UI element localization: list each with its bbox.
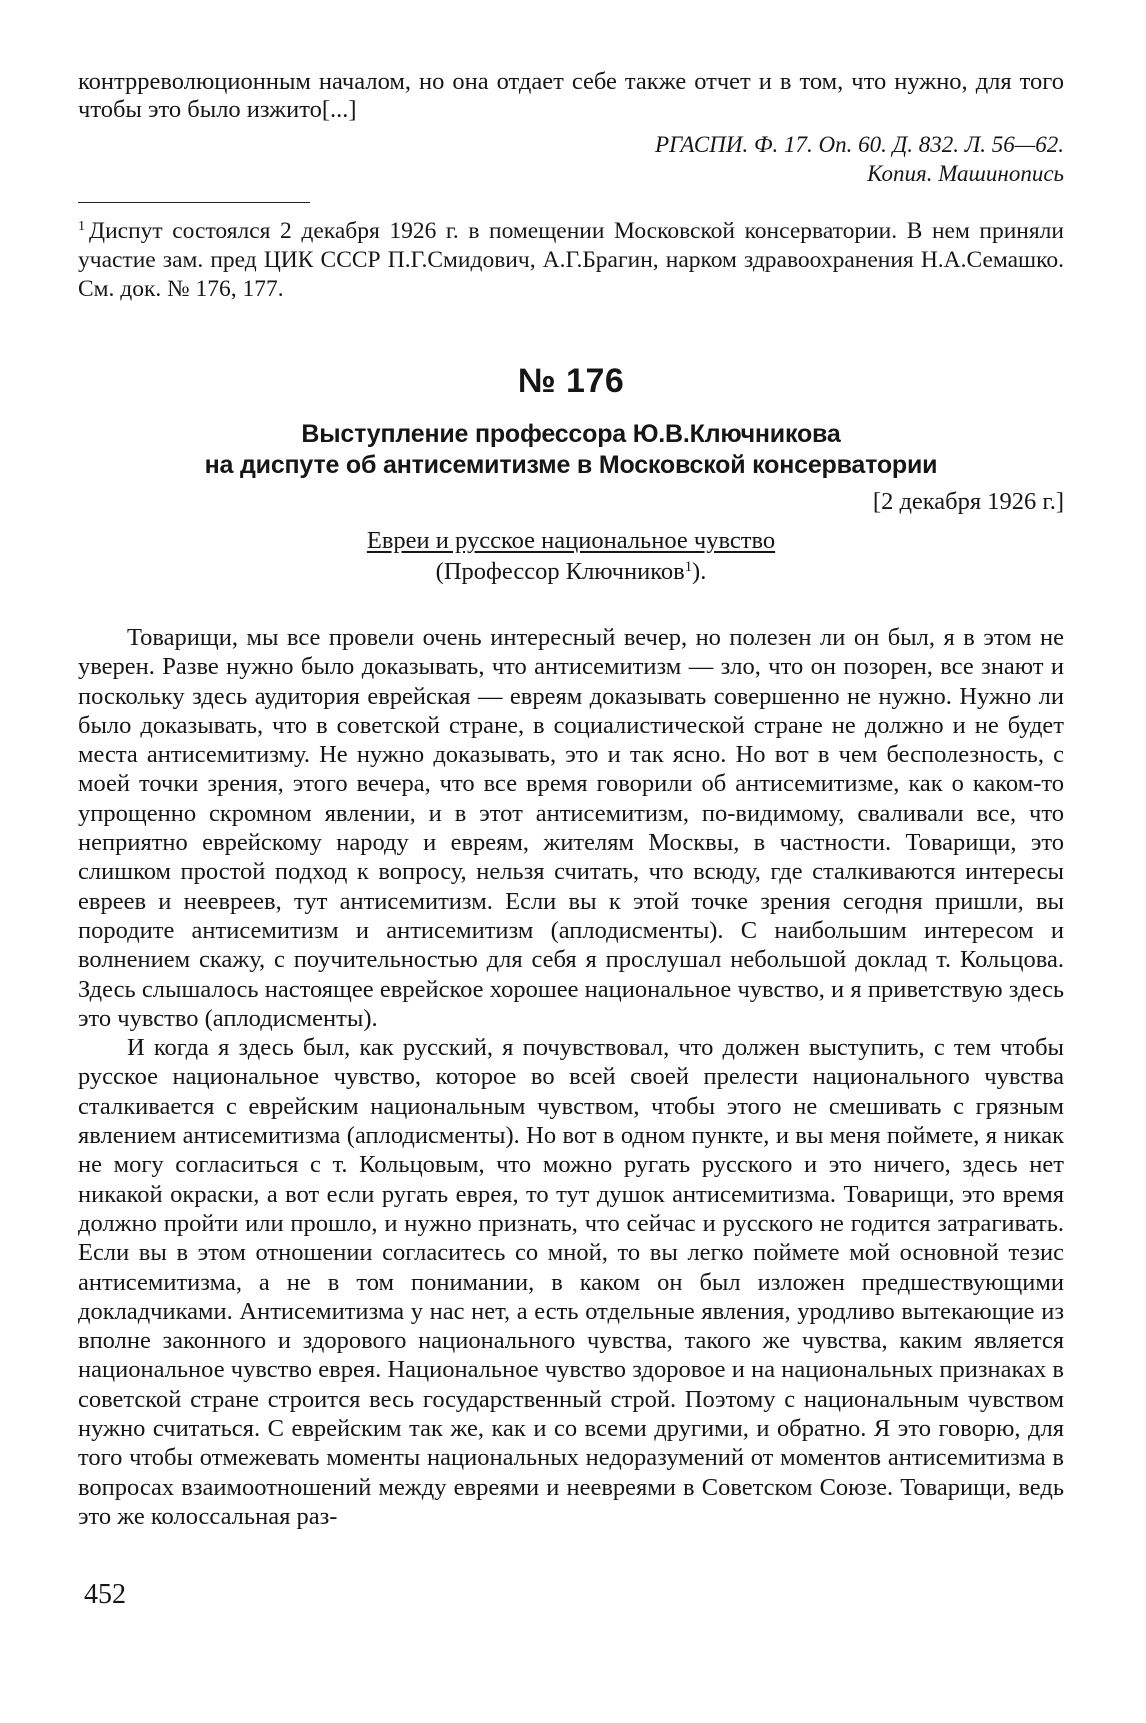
footnote-marker: 1	[78, 218, 86, 235]
footnote	[78, 217, 1064, 304]
archive-reference: РГАСПИ. Ф. 17. Оп. 60. Д. 832. Л. 56—62.	[655, 132, 1064, 157]
speaker-name: (Профессор Ключников	[435, 558, 685, 585]
paragraph: Товарищи, мы все провели очень интересный вечер, но полезен ли он был, я в этом не уверен. Разве нужно было доказывать, что антисемитизм — зло, что он позорен, все знают и поскольку здесь аудитория еврейская — евреям доказывать совершенно не нужно. Нужно ли было доказывать, что в советской стране, в социалистической стране не должно и не будет места антисемитизму. Не нужно доказывать, это и так ясно. Но вот в чем бесполезность, с моей точки зрения, этого вечера, что все время говорили об антисемитизме, как о каком-то упрощенно скромном явлении, и в этот антисемитизм, по-видимому, сваливали все, что неприятно еврейскому народу и евреям, жителям Москвы, в частности. Товарищи, это слишком простой подход к вопросу, нельзя считать, что всюду, где сталкиваются интересы евреев и неевреев, тут антисемитизм. Если вы к этой точке зрения сегодня пришли, вы породите антисемитизм и антисемитизм (аплодисменты). С наибольшим интересом и волнением скажу, с поучительностью для себя я прослушал небольшой доклад т. Кольцова. Здесь слышалось настоящее еврейское хорошее национальное чувство, и я приветствую здесь это чувство (аплодисменты).	[78, 624, 1064, 1032]
document-title-line-2: на диспуте об антисемитизме в Московской консерватории	[204, 451, 938, 479]
document-title-line-1: Выступление профессора Ю.В.Ключникова	[301, 420, 841, 448]
archive-source	[78, 130, 1064, 188]
copy-note: Копия. Машинопись	[867, 161, 1064, 186]
document-page	[78, 68, 1064, 1531]
speech-heading	[78, 525, 1064, 587]
carryover-text: контрреволюционным началом, но она отдает себе также отчет и в том, что нужно, для того чтобы это было изжито[...]	[78, 68, 1064, 123]
document-number: № 176	[517, 362, 625, 400]
speaker-close: ).	[692, 558, 707, 585]
page-number: 452	[84, 1579, 126, 1610]
document-title	[78, 419, 1064, 481]
speech-subheading: Евреи и русское национальное чувство	[366, 527, 776, 554]
footnote-text: Диспут состоялся 2 декабря 1926 г. в помещении Московской консерватории. В нем приняли участие зам. пред ЦИК СССР П.Г.Смидович, А.Г.Брагин, нарком здравоохранения Н.А.Семашко. См. док. № 176, 177.	[78, 218, 1064, 302]
footnote-divider	[78, 202, 310, 203]
speaker-line	[78, 556, 1064, 587]
speaker-footnote-marker: 1	[684, 558, 693, 575]
speech-body	[78, 623, 1064, 1531]
document-date: [2 декабря 1926 г.]	[872, 488, 1064, 515]
paragraph: И когда я здесь был, как русский, я почувствовал, что должен выступить, с тем чтобы русское национальное чувство, которое во всей своей прелести национального чувства сталкивается с еврейским национальным чувством, чтобы этого не смешивать с грязным явлением антисемитизма (аплодисменты). Но вот в одном пункте, и вы меня поймете, я никак не могу согласиться с т. Кольцовым, что можно ругать русского и это ничего, здесь нет никакой окраски, а вот если ругать еврея, то тут душок антисемитизма. Товарищи, это время должно пройти или прошло, и нужно признать, что сейчас и русского не годится затрагивать. Если вы в этом отношении согласитесь со мной, то вы легко поймете мой основной тезис антисемитизма, а не в том понимании, в каком он был изложен предшествующими докладчиками. Антисемитизма у нас нет, а есть отдельные явления, уродливо вытекающие из вполне законного и здорового национального чувства, такого же чувства, каким является национальное чувство еврея. Национальное чувство здоровое и на национальных признаках в советской стране строится весь государственный строй. Поэтому с национальным чувством нужно считаться. С еврейским так же, как и со всеми другими, и обратно. Я это говорю, для того чтобы отмежевать моменты национальных недоразумений от моментов антисемитизма в вопросах взаимоотношений между евреями и неевреями в Советском Союзе. Товарищи, ведь это же колоссальная раз-	[78, 1034, 1064, 1530]
